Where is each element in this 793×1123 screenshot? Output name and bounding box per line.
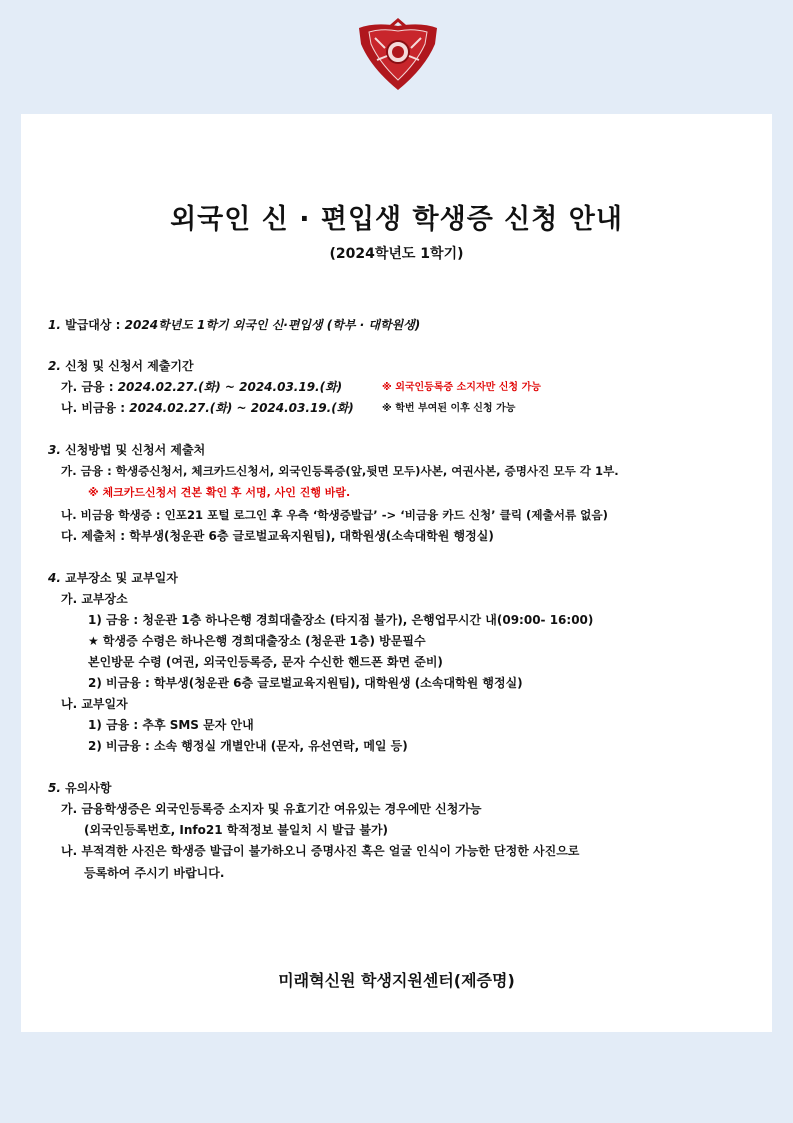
section-4-b1: 1) 금융 : 추후 SMS 문자 안내: [88, 718, 254, 732]
section-1: [48, 317, 420, 333]
section-4-a1-star2: 본인방문 수령 (여권, 외국인등록증, 문자 수신한 핸드폰 화면 준비): [88, 655, 443, 669]
section-4-b2: 2) 비금융 : 소속 행정실 개별안내 (문자, 유선연락, 메일 등): [88, 739, 408, 753]
section-4-title: 교부장소 및 교부일자: [65, 571, 178, 585]
section-2-number: 2.: [48, 359, 61, 373]
section-2-item-b: [61, 400, 354, 416]
section-2-title: 신청 및 신청서 제출기간: [65, 359, 194, 373]
section-2-b-note: ※ 학번 부여된 이후 신청 가능: [382, 403, 516, 414]
document-title: 외국인 신 · 편입생 학생증 신청 안내: [170, 204, 623, 235]
section-3-title: 신청방법 및 신청서 제출처: [65, 443, 206, 457]
document-sheet: [21, 114, 772, 1032]
section-3-a-note: ※ 체크카드신청서 견본 확인 후 서명, 사인 진행 바람.: [88, 486, 351, 499]
document-footer-issuer: 미래혁신원 학생지원센터(제증명): [278, 971, 515, 990]
section-5-a-text: 가. 금융학생증은 외국인등록증 소지자 및 유효기간 여유있는 경우에만 신청가능: [61, 802, 482, 816]
section-3-number: 3.: [48, 443, 61, 457]
section-2-a-period: 2024.02.27.(화) ~ 2024.03.19.(화): [117, 380, 343, 394]
section-2-a-note: ※ 외국인등록증 소지자만 신청 가능: [382, 382, 541, 393]
section-4-heading: [48, 570, 178, 586]
section-5-b-text2: 등록하여 주시기 바랍니다.: [84, 866, 225, 880]
section-2-b-label: 나. 비금융 :: [61, 401, 126, 415]
section-4-number: 4.: [48, 571, 61, 585]
section-5-number: 5.: [48, 781, 61, 795]
section-5-b-text: 나. 부적격한 사진은 학생증 발급이 불가하오니 증명사진 혹은 얼굴 인식이 가능한 단정한 사진으로: [61, 844, 580, 858]
page-header-band: [0, 0, 793, 112]
section-3-b-text: 나. 비금융 학생증 : 인포21 포털 로그인 후 우측 ‘학생증발급’ -> ‘비금융 카드 신청’ 클릭 (제출서류 없음): [61, 508, 608, 522]
section-2-heading: [48, 358, 194, 374]
section-2-b-period: 2024.02.27.(화) ~ 2024.03.19.(화): [129, 401, 354, 415]
section-4-a-heading: 가. 교부장소: [61, 592, 128, 606]
university-emblem-icon: [355, 18, 441, 94]
section-3-heading: [48, 442, 205, 458]
section-3-a-text: 가. 금융 : 학생증신청서, 체크카드신청서, 외국인등록증(앞,뒷면 모두)사본, 여권사본, 증명사진 모두 각 1부.: [61, 464, 619, 478]
section-1-number: 1.: [48, 318, 61, 332]
section-2-item-a: [61, 379, 342, 395]
document-subtitle: (2024학년도 1학기): [329, 246, 464, 262]
section-2-a-label: 가. 금융 :: [61, 380, 114, 394]
section-5-heading: [48, 780, 111, 796]
section-1-label: 발급대상 :: [65, 318, 121, 332]
section-1-value: 2024학년도 1학기 외국인 신·편입생 (학부 · 대학원생): [124, 318, 421, 332]
section-5-a-text2: (외국인등록번호, Info21 학적정보 불일치 시 발급 불가): [84, 823, 389, 837]
section-4-b-heading: 나. 교부일자: [61, 697, 128, 711]
section-4-a1: 1) 금융 : 청운관 1층 하나은행 경희대출장소 (타지점 불가), 은행업무시간 내(09:00- 16:00): [88, 613, 594, 627]
section-4-a1-star: ★ 학생증 수령은 하나은행 경희대출장소 (청운관 1층) 방문필수: [88, 634, 426, 648]
section-4-a2: 2) 비금융 : 학부생(청운관 6층 글로벌교육지원팀), 대학원생 (소속대학원 행정실): [88, 676, 523, 690]
section-3-c-text: 다. 제출처 : 학부생(청운관 6층 글로벌교육지원팀), 대학원생(소속대학원 행정실): [61, 529, 494, 543]
section-5-title: 유의사항: [65, 781, 112, 795]
